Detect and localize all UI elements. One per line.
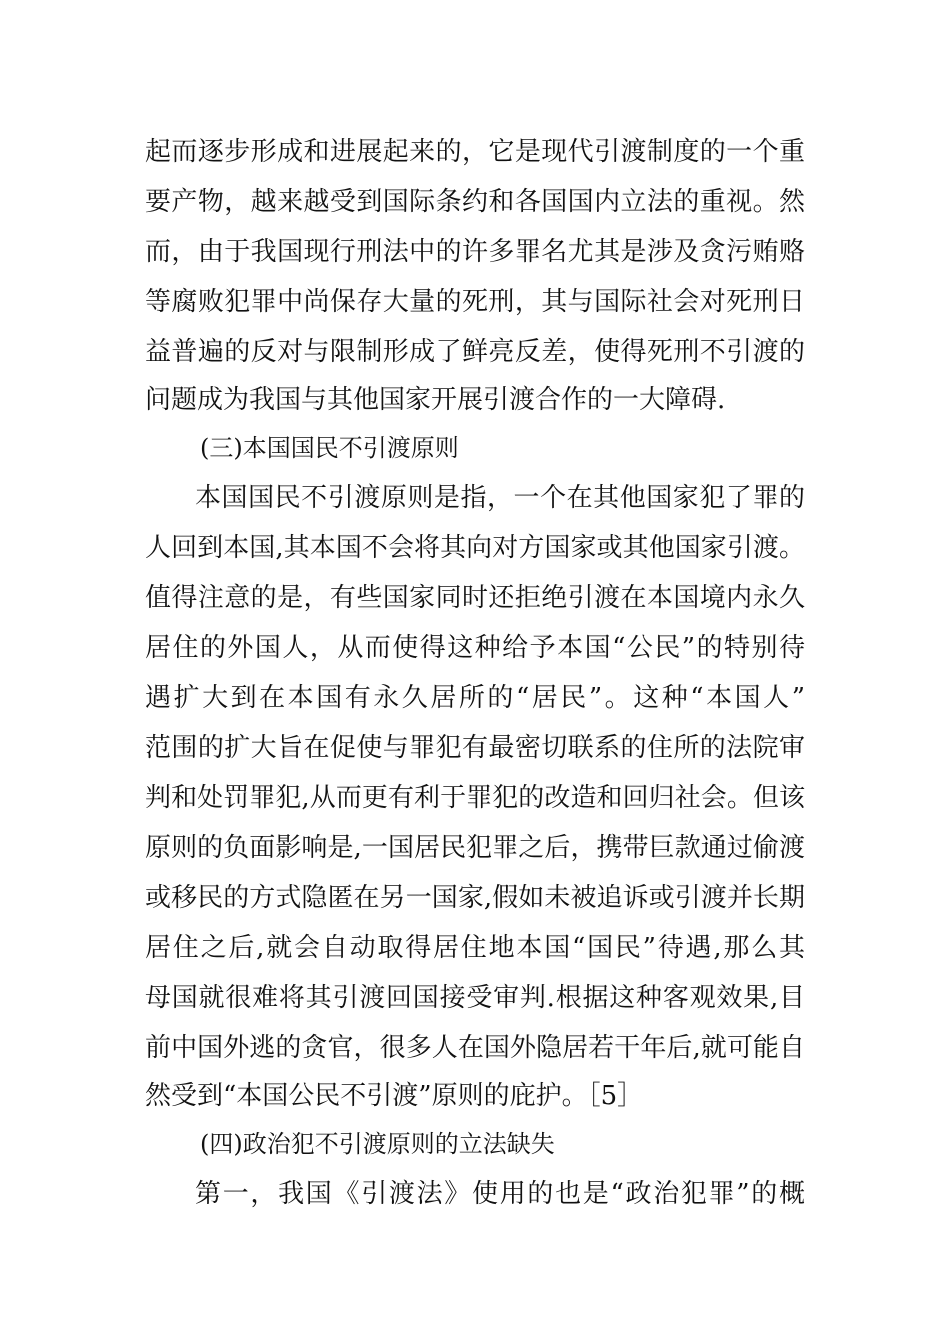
text-line: 等腐败犯罪中尚保存大量的死刑，其与国际社会对死刑日: [145, 287, 805, 317]
text-line: 人回到本国,其本国不会将其向对方国家或其他国家引渡。: [145, 533, 805, 563]
text-line: 问题成为我国与其他国家开展引渡合作的一大障碍.: [145, 385, 726, 415]
text-line: 第一，我国《引渡法》使用的也是“政治犯罪”的概: [195, 1179, 805, 1209]
text-line: 遇扩大到在本国有永久居所的“居民”。这种“本国人”: [145, 683, 805, 713]
text-line: 原则的负面影响是,一国居民犯罪之后，携带巨款通过偷渡: [145, 833, 805, 863]
text-line: 居住的外国人，从而使得这种给予本国“公民”的特别待: [145, 633, 805, 663]
text-line: 或移民的方式隐匿在另一国家,假如未被追诉或引渡并长期: [145, 883, 805, 913]
text-line: 起而逐步形成和进展起来的，它是现代引渡制度的一个重: [145, 137, 805, 167]
text-line: 然受到“本国公民不引渡”原则的庇护。［5］: [145, 1081, 644, 1111]
text-line: 要产物，越来越受到国际条约和各国国内立法的重视。然: [145, 187, 805, 217]
text-line: 本国国民不引渡原则是指，一个在其他国家犯了罪的: [195, 483, 805, 513]
text-line: 母国就很难将其引渡回国接受审判.根据这种客观效果,目: [145, 983, 805, 1013]
text-line: 益普遍的反对与限制形成了鲜亮反差，使得死刑不引渡的: [145, 337, 805, 367]
text-line: 居住之后,就会自动取得居住地本国“国民”待遇,那么其: [145, 933, 805, 963]
text-line: 前中国外逃的贪官，很多人在国外隐居若干年后,就可能自: [145, 1033, 805, 1063]
text-line: 判和处罚罪犯,从而更有利于罪犯的改造和回归社会。但该: [145, 783, 805, 813]
text-line: 而，由于我国现行刑法中的许多罪名尤其是涉及贪污贿赂: [145, 237, 805, 267]
text-line: 值得注意的是，有些国家同时还拒绝引渡在本国境内永久: [145, 583, 805, 613]
section-heading: (三)本国国民不引渡原则: [200, 434, 459, 462]
section-heading: (四)政治犯不引渡原则的立法缺失: [200, 1130, 555, 1158]
text-line: 范围的扩大旨在促使与罪犯有最密切联系的住所的法院审: [145, 733, 805, 763]
